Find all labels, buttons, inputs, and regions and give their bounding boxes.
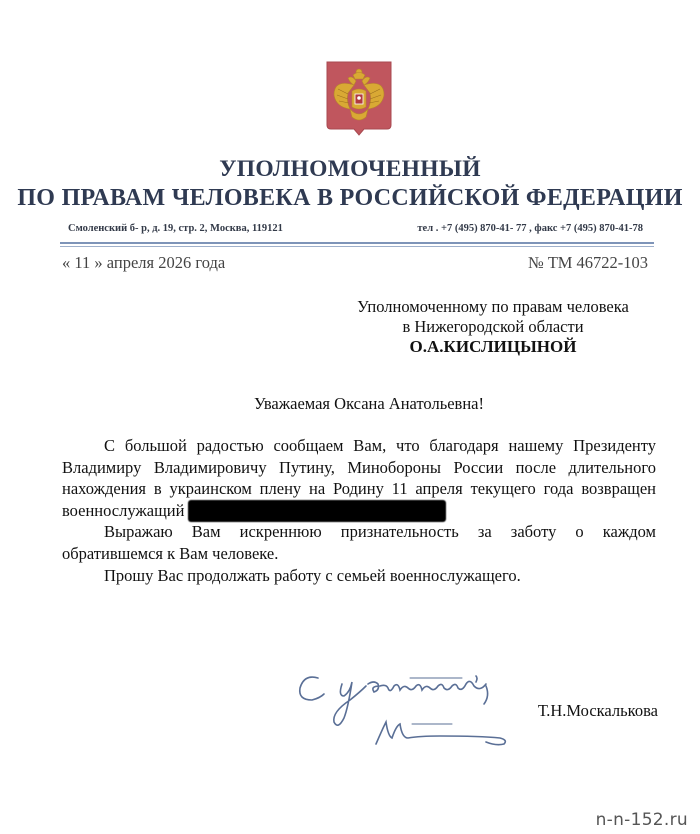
paragraph-1-line2: Владимиру Владимировичу Путину, Минобороны России после длительного [62, 457, 656, 477]
addressee-line2: в Нижегородской области [402, 317, 584, 336]
paragraph-3-text: Прошу Вас продолжать работу с семьей военнослужащего. [104, 566, 521, 585]
letter-date: « 11 » апреля 2026 года [62, 253, 226, 272]
paragraph-2 [62, 521, 656, 564]
paragraph-2-line1: Выражаю Вам искреннюю признательность за заботу о каждом [104, 522, 656, 541]
letterhead-title-line1: УПОЛНОМОЧЕННЫЙ [219, 156, 481, 182]
letterhead-title-line2: ПО ПРАВАМ ЧЕЛОВЕКА В РОССИЙСКОЙ ФЕДЕРАЦИИ [17, 185, 683, 211]
letterhead-divider-thin [60, 246, 654, 247]
addressee-line1: Уполномоченному по правам человека [357, 297, 629, 316]
paragraph-1-line4 [62, 500, 656, 522]
coat-of-arms-emblem [326, 61, 392, 137]
paragraph-1-line1: С большой радостью сообщаем Вам, что благодаря нашему Президенту [104, 436, 656, 455]
paragraph-1-tail: военнослужащий [62, 500, 185, 520]
paragraph-2-tail: обратившемся к Вам человеке. [62, 543, 279, 563]
redacted-name-block [188, 500, 446, 522]
watermark: n-n-152.ru [595, 810, 688, 830]
greeting: Уважаемая Оксана Анатольевна! [254, 394, 484, 413]
paragraph-3 [62, 565, 656, 587]
signer-name: Т.Н.Москалькова [537, 701, 658, 720]
paragraph-1-line3: нахождения в украинском плену на Родину 11 апреля текущего года возвращен [62, 479, 656, 498]
office-contacts: тел . +7 (495) 870-41- 77 , факс +7 (495) 870-41-78 [417, 223, 643, 234]
addressee-block [328, 297, 658, 357]
addressee-name: О.А.КИСЛИЦЫНОЙ [409, 337, 577, 356]
office-address: Смоленский б- р, д. 19, стр. 2, Москва, 119121 [68, 223, 283, 234]
paragraph-1 [62, 435, 656, 522]
letterhead-divider [60, 242, 654, 244]
letter-number: № ТМ 46722-103 [527, 253, 648, 272]
signature-icon [290, 656, 520, 756]
handwritten-signature [290, 656, 520, 756]
russian-coat-of-arms-icon [326, 61, 392, 137]
